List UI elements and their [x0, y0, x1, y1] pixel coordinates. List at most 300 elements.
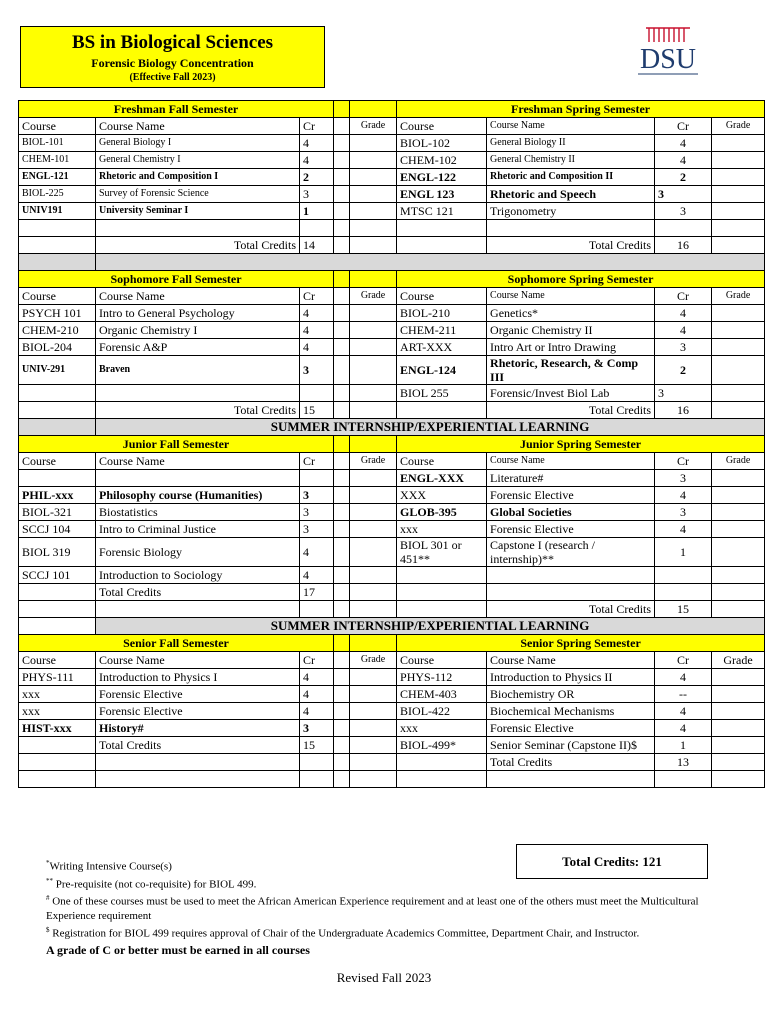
column-credits: Cr	[655, 652, 712, 669]
grade-cell	[712, 487, 765, 504]
course-name: Forensic Elective	[487, 487, 655, 504]
column-grade: Grade	[350, 288, 397, 305]
course-credits: 3	[300, 487, 334, 504]
empty-cell	[19, 237, 96, 254]
course-code	[19, 737, 96, 754]
spacer-cell	[350, 436, 397, 453]
dsu-logo	[632, 22, 704, 82]
empty-cell	[397, 584, 487, 601]
course-credits: 4	[300, 669, 334, 686]
course-code: BIOL 255	[397, 385, 487, 402]
spacer-cell	[334, 720, 350, 737]
empty-cell	[96, 771, 300, 788]
table-row	[19, 669, 765, 686]
spacer-cell	[350, 271, 397, 288]
total-label: Total Credits	[96, 402, 300, 419]
total-value: 17	[300, 584, 334, 601]
course-code: SCCJ 104	[19, 521, 96, 538]
course-credits: 3	[655, 339, 712, 356]
table-row	[19, 504, 765, 521]
course-credits: 4	[300, 152, 334, 169]
table-row	[19, 737, 765, 754]
table-row	[19, 169, 765, 186]
grade-cell	[350, 720, 397, 737]
grade-cell	[712, 504, 765, 521]
course-credits: 4	[655, 305, 712, 322]
course-code: BIOL-225	[19, 186, 96, 203]
grade-cell	[712, 356, 765, 385]
course-name: Forensic Elective	[96, 686, 300, 703]
table-row	[19, 538, 765, 567]
junior-spring-title: Junior Spring Semester	[397, 436, 765, 453]
spacer-cell	[334, 305, 350, 322]
curriculum-table	[18, 100, 765, 788]
course-name: History#	[96, 720, 300, 737]
course-code: CHEM-101	[19, 152, 96, 169]
spacer-cell	[334, 521, 350, 538]
spacer-cell	[334, 703, 350, 720]
table-row	[19, 487, 765, 504]
course-name: General Biology I	[96, 135, 300, 152]
course-credits: 15	[300, 737, 334, 754]
footnote-prerequisite: ** Pre-requisite (not co-requisite) for BIOL 499.	[46, 876, 257, 891]
column-grade: Grade	[350, 652, 397, 669]
empty-cell	[487, 771, 655, 788]
table-row	[19, 356, 765, 385]
empty-cell	[300, 754, 334, 771]
column-course-name: Course Name	[96, 118, 300, 135]
course-name: University Seminar I	[96, 203, 300, 220]
course-code: MTSC 121	[397, 203, 487, 220]
course-code: GLOB-395	[397, 504, 487, 521]
table-row	[19, 470, 765, 487]
course-name: Forensic A&P	[96, 339, 300, 356]
grade-cell	[350, 169, 397, 186]
column-course: Course	[19, 288, 96, 305]
course-credits	[655, 567, 712, 584]
empty-cell	[19, 601, 96, 618]
svg-text:DSU: DSU	[639, 44, 697, 75]
course-name: Organic Chemistry I	[96, 322, 300, 339]
course-name: Intro to Criminal Justice	[96, 521, 300, 538]
course-name: General Biology II	[487, 135, 655, 152]
grade-cell	[350, 669, 397, 686]
empty-cell	[655, 220, 712, 237]
course-credits: 1	[655, 538, 712, 567]
total-value: 13	[655, 754, 712, 771]
course-code: xxx	[397, 521, 487, 538]
course-credits: 3	[655, 186, 712, 203]
column-course: Course	[19, 453, 96, 470]
spacer-cell	[350, 101, 397, 118]
spacer-cell	[334, 186, 350, 203]
grade-cell	[350, 601, 397, 618]
table-row	[19, 686, 765, 703]
spacer-cell	[334, 169, 350, 186]
course-code: BIOL-204	[19, 339, 96, 356]
grade-cell	[350, 305, 397, 322]
grade-cell	[712, 339, 765, 356]
freshman-fall-title: Freshman Fall Semester	[19, 101, 334, 118]
course-name: Rhetoric and Composition I	[96, 169, 300, 186]
grade-cell	[350, 385, 397, 402]
course-name	[96, 470, 300, 487]
grade-cell	[350, 356, 397, 385]
empty-cell	[300, 771, 334, 788]
course-credits: 4	[655, 703, 712, 720]
course-credits: 2	[300, 169, 334, 186]
course-credits	[300, 385, 334, 402]
course-code: PSYCH 101	[19, 305, 96, 322]
grade-cell	[712, 703, 765, 720]
course-name: Biochemistry OR	[487, 686, 655, 703]
sophomore-fall-title: Sophomore Fall Semester	[19, 271, 334, 288]
course-name: General Chemistry I	[96, 152, 300, 169]
grade-cell	[712, 601, 765, 618]
total-label: Total Credits	[487, 601, 655, 618]
spacer-cell	[334, 504, 350, 521]
footnote-registration: $ Registration for BIOL 499 requires approval of Chair of the Undergraduate Academics Committee, Department Chair, and Instructor.	[46, 925, 640, 940]
freshman-total-row	[19, 237, 765, 254]
empty-cell	[655, 584, 712, 601]
course-credits: 4	[655, 720, 712, 737]
grade-cell	[350, 322, 397, 339]
column-header-row	[19, 652, 765, 669]
table-row	[19, 720, 765, 737]
revised-date: Revised Fall 2023	[336, 970, 432, 985]
empty-cell	[19, 618, 96, 635]
course-name: Forensic Biology	[96, 538, 300, 567]
spacer-cell	[350, 635, 397, 652]
junior-total-row	[19, 601, 765, 618]
grade-cell	[350, 470, 397, 487]
course-code	[19, 385, 96, 402]
course-name: Intro Art or Intro Drawing	[487, 339, 655, 356]
course-name: Trigonometry	[487, 203, 655, 220]
grade-cell	[350, 521, 397, 538]
grade-cell	[350, 203, 397, 220]
empty-cell	[712, 584, 765, 601]
column-course-name: Course Name	[96, 288, 300, 305]
course-credits	[300, 470, 334, 487]
course-credits: 4	[300, 703, 334, 720]
course-name	[487, 567, 655, 584]
course-code: PHYS-112	[397, 669, 487, 686]
grade-cell	[712, 237, 765, 254]
grade-cell	[350, 703, 397, 720]
total-value: 15	[655, 601, 712, 618]
course-name: Rhetoric, Research, & Comp III	[487, 356, 655, 385]
course-code: CHEM-210	[19, 322, 96, 339]
course-name: Literature#	[487, 470, 655, 487]
grade-cell	[350, 135, 397, 152]
spacer-cell	[334, 152, 350, 169]
total-label	[96, 601, 300, 618]
course-name: Global Societies	[487, 504, 655, 521]
empty-cell	[19, 402, 96, 419]
sophomore-spring-title: Sophomore Spring Semester	[397, 271, 765, 288]
empty-cell	[397, 402, 487, 419]
course-credits: 3	[300, 186, 334, 203]
empty-cell	[334, 584, 350, 601]
spacer-cell	[334, 453, 350, 470]
table-row	[19, 220, 765, 237]
table-row	[19, 135, 765, 152]
course-credits: 3	[655, 504, 712, 521]
senior-spring-total-row	[19, 754, 765, 771]
column-course: Course	[19, 652, 96, 669]
spacer-cell	[334, 538, 350, 567]
grade-cell	[712, 402, 765, 419]
course-code: BIOL 301 or 451**	[397, 538, 487, 567]
spacer-cell	[334, 686, 350, 703]
page-title: BS in Biological Sciences	[71, 32, 274, 53]
course-code: HIST-xxx	[19, 720, 96, 737]
empty-cell	[712, 771, 765, 788]
course-credits: 4	[300, 339, 334, 356]
course-name: Braven	[96, 356, 300, 385]
table-row	[19, 186, 765, 203]
course-credits: 4	[655, 152, 712, 169]
footnotes	[46, 856, 716, 957]
empty-cell	[334, 771, 350, 788]
total-value: 14	[300, 237, 334, 254]
course-code: CHEM-102	[397, 152, 487, 169]
column-course-name: Course Name	[487, 652, 655, 669]
column-course: Course	[397, 118, 487, 135]
table-row	[19, 567, 765, 584]
table-row	[19, 771, 765, 788]
course-credits: 3	[655, 385, 712, 402]
course-code	[19, 470, 96, 487]
grade-cell	[350, 152, 397, 169]
spacer-cell	[334, 135, 350, 152]
course-credits: 4	[300, 305, 334, 322]
grade-cell	[350, 686, 397, 703]
junior-fall-title: Junior Fall Semester	[19, 436, 334, 453]
course-credits: 4	[655, 135, 712, 152]
column-header-row	[19, 288, 765, 305]
table-row	[19, 152, 765, 169]
column-credits: Cr	[300, 453, 334, 470]
spacer-cell	[334, 288, 350, 305]
grade-cell	[350, 237, 397, 254]
footnote-writing-intensive: *Writing Intensive Course(s)	[46, 859, 172, 873]
table-row	[19, 521, 765, 538]
spacer-cell	[334, 237, 350, 254]
column-grade: Grade	[350, 118, 397, 135]
summer-row	[19, 419, 765, 436]
total-value: 16	[655, 237, 712, 254]
grade-cell	[712, 754, 765, 771]
course-code: PHIL-xxx	[19, 487, 96, 504]
total-label: Total Credits	[487, 237, 655, 254]
spacer-cell	[334, 635, 350, 652]
course-name: Introduction to Sociology	[96, 567, 300, 584]
course-credits: 3	[300, 720, 334, 737]
course-name: Philosophy course (Humanities)	[96, 487, 300, 504]
spacer-cell	[334, 470, 350, 487]
grade-cell	[712, 521, 765, 538]
course-name: Capstone I (research / internship)**	[487, 538, 655, 567]
course-code: PHYS-111	[19, 669, 96, 686]
title-box	[20, 26, 325, 88]
total-value: 15	[300, 402, 334, 419]
column-course-name: Course Name	[487, 288, 655, 305]
empty-cell	[487, 584, 655, 601]
spacer-cell	[334, 356, 350, 385]
grade-cell	[350, 737, 397, 754]
empty-cell	[712, 220, 765, 237]
grade-cell	[712, 470, 765, 487]
course-credits: 4	[300, 538, 334, 567]
grade-cell	[712, 737, 765, 754]
course-code: ART-XXX	[397, 339, 487, 356]
course-name: Senior Seminar (Capstone II)$	[487, 737, 655, 754]
course-credits: --	[655, 686, 712, 703]
grade-cell	[712, 538, 765, 567]
grade-cell	[712, 305, 765, 322]
course-code: BIOL-422	[397, 703, 487, 720]
total-value	[300, 601, 334, 618]
grade-requirement: A grade of C or better must be earned in all courses	[46, 942, 310, 957]
grade-cell	[350, 538, 397, 567]
summer-row	[19, 618, 765, 635]
spacer-cell	[334, 402, 350, 419]
column-course: Course	[397, 288, 487, 305]
grade-cell	[712, 720, 765, 737]
course-code	[397, 567, 487, 584]
grade-cell	[350, 402, 397, 419]
column-grade: Grade	[712, 118, 765, 135]
grade-cell	[712, 686, 765, 703]
empty-cell	[334, 754, 350, 771]
grade-cell	[712, 385, 765, 402]
empty-cell	[350, 220, 397, 237]
grade-cell	[712, 567, 765, 584]
course-code: CHEM-211	[397, 322, 487, 339]
grade-cell	[712, 186, 765, 203]
spacer-cell	[334, 118, 350, 135]
empty-cell	[397, 237, 487, 254]
course-name: Total Credits	[96, 737, 300, 754]
course-credits: 4	[300, 135, 334, 152]
junior-fall-total-row	[19, 584, 765, 601]
total-label: Total Credits	[96, 584, 300, 601]
empty-cell	[19, 754, 96, 771]
course-code: UNIV191	[19, 203, 96, 220]
spacer-cell	[334, 652, 350, 669]
table-row	[19, 703, 765, 720]
table-row	[19, 203, 765, 220]
freshman-header-row	[19, 101, 765, 118]
empty-cell	[334, 220, 350, 237]
course-credits: 1	[300, 203, 334, 220]
course-code: UNIV-291	[19, 356, 96, 385]
column-credits: Cr	[300, 118, 334, 135]
empty-cell	[350, 584, 397, 601]
summer-label	[96, 254, 765, 271]
course-credits: 2	[655, 169, 712, 186]
course-code: CHEM-403	[397, 686, 487, 703]
senior-spring-title: Senior Spring Semester	[397, 635, 765, 652]
column-grade: Grade	[712, 453, 765, 470]
grade-cell	[350, 339, 397, 356]
course-credits: 3	[300, 521, 334, 538]
footnote-experience: # One of these courses must be used to meet the African American Experience requirement and at least one of the others must meet the Multicultural Experience requirement	[46, 894, 699, 922]
table-row	[19, 305, 765, 322]
empty-cell	[19, 584, 96, 601]
course-code: ENGL-124	[397, 356, 487, 385]
column-course-name: Course Name	[96, 652, 300, 669]
course-code: XXX	[397, 487, 487, 504]
column-grade: Grade	[350, 453, 397, 470]
course-name: Rhetoric and Speech	[487, 186, 655, 203]
column-credits: Cr	[655, 288, 712, 305]
column-course: Course	[19, 118, 96, 135]
course-credits: 4	[655, 487, 712, 504]
grade-cell	[712, 169, 765, 186]
grade-cell	[350, 504, 397, 521]
spacer-cell	[334, 601, 350, 618]
table-row	[19, 322, 765, 339]
course-name: Biostatistics	[96, 504, 300, 521]
course-name: Forensic Elective	[487, 521, 655, 538]
column-header-row	[19, 453, 765, 470]
course-code: ENGL-XXX	[397, 470, 487, 487]
summer-cell	[19, 254, 96, 271]
course-code: xxx	[397, 720, 487, 737]
empty-cell	[350, 754, 397, 771]
column-header-row	[19, 118, 765, 135]
total-value: 16	[655, 402, 712, 419]
total-label: Total Credits	[96, 237, 300, 254]
empty-cell	[397, 220, 487, 237]
summer-cell	[19, 419, 96, 436]
grade-cell	[712, 203, 765, 220]
grade-cell	[350, 186, 397, 203]
course-code: BIOL-102	[397, 135, 487, 152]
course-name: Intro to General Psychology	[96, 305, 300, 322]
course-code: ENGL-122	[397, 169, 487, 186]
course-name: Organic Chemistry II	[487, 322, 655, 339]
junior-header-row	[19, 436, 765, 453]
spacer-cell	[334, 669, 350, 686]
course-name: Introduction to Physics I	[96, 669, 300, 686]
empty-cell	[397, 771, 487, 788]
course-code: BIOL-210	[397, 305, 487, 322]
summer-label: SUMMER INTERNSHIP/EXPERIENTIAL LEARNING	[96, 419, 765, 436]
course-code: BIOL-101	[19, 135, 96, 152]
empty-cell	[300, 220, 334, 237]
course-code: xxx	[19, 686, 96, 703]
course-name	[96, 385, 300, 402]
concentration-subtitle: Forensic Biology Concentration	[91, 56, 254, 70]
spacer-cell	[334, 339, 350, 356]
effective-date: (Effective Fall 2023)	[129, 72, 216, 83]
course-name: Forensic Elective	[487, 720, 655, 737]
spacer-cell	[334, 737, 350, 754]
senior-header-row	[19, 635, 765, 652]
total-credits: Total Credits: 121	[516, 844, 708, 879]
spacer-cell	[334, 436, 350, 453]
spacer-cell	[334, 385, 350, 402]
column-course-name: Course Name	[487, 453, 655, 470]
grade-cell	[350, 567, 397, 584]
course-credits: 4	[655, 669, 712, 686]
table-row	[19, 385, 765, 402]
empty-cell	[96, 220, 300, 237]
